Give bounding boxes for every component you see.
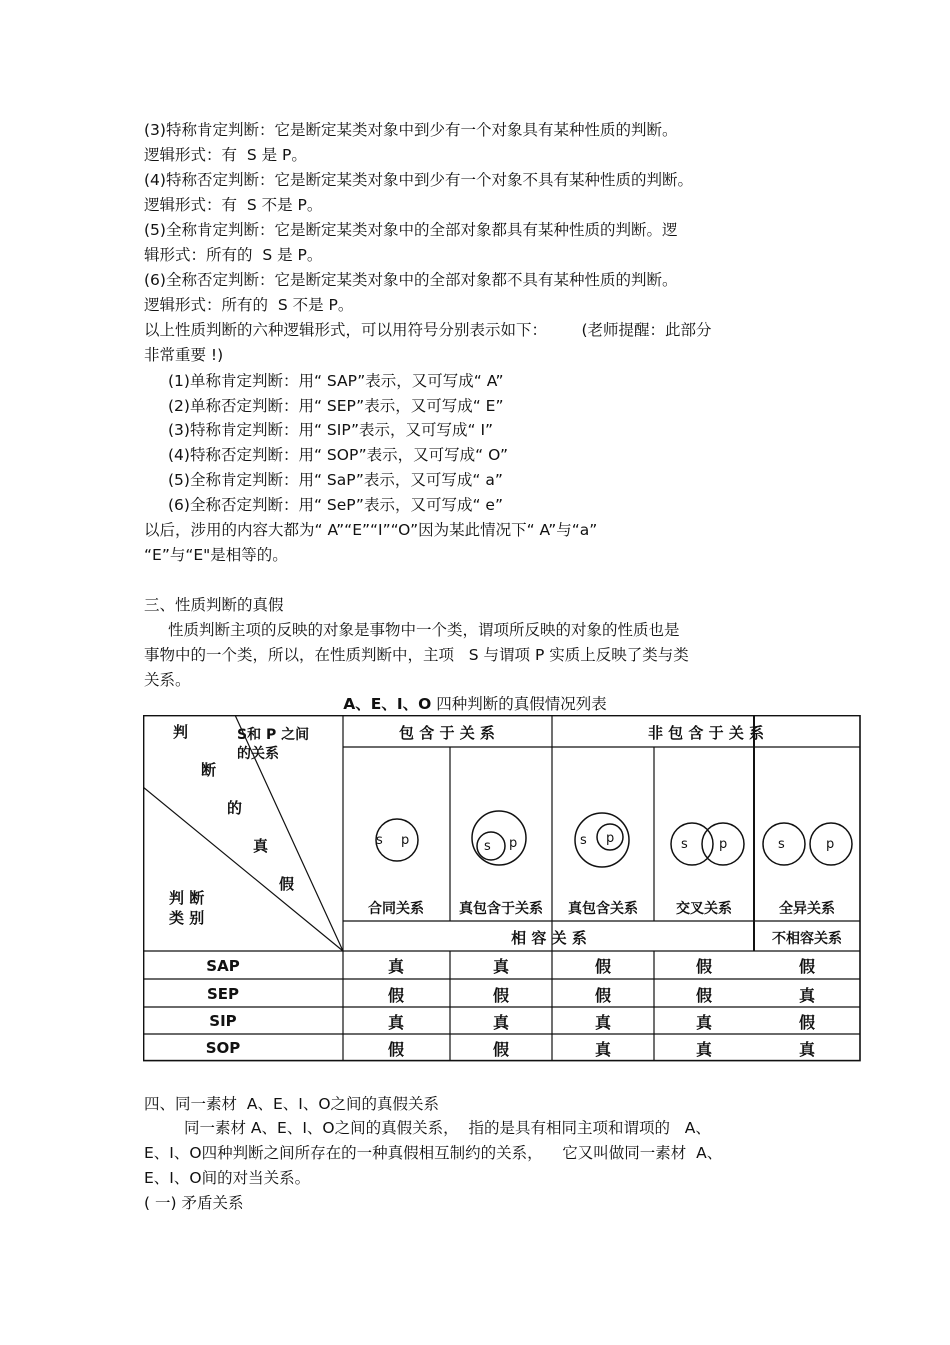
truth-table bbox=[143, 715, 861, 1063]
text-line: (4)特称否定判断：它是断定某类对象中到少有一个对象不具有某种性质的判断。 bbox=[144, 171, 693, 189]
circle-label-s: s bbox=[580, 833, 587, 848]
table-cell: 真 bbox=[695, 1013, 713, 1032]
table-cell: 假 bbox=[695, 957, 713, 976]
text-line: 以后，涉用的内容大都为“ A”“E”“I”“O”因为某此情况下“ A”与“a” bbox=[144, 521, 598, 539]
corner-diag-char: 的 bbox=[227, 799, 243, 817]
paragraph-line: 事物中的一个类，所以，在性质判断中，主项 S 与谓项 P 实质上反映了类与类 bbox=[144, 646, 689, 664]
section-heading: 四、同一素材 A、E、I、O之间的真假关系 bbox=[144, 1095, 440, 1113]
caption-text: 四种判断的真假情况列表 bbox=[431, 695, 607, 713]
corner-diag-char: 假 bbox=[279, 875, 295, 893]
text-line: “E”与“E"是相等的。 bbox=[144, 546, 288, 564]
corner-bottom-label: 类 别 bbox=[169, 909, 205, 927]
text-line: 以上性质判断的六种逻辑形式，可以用符号分别表示如下： (老师提醒：此部分 bbox=[144, 321, 712, 339]
section-heading: 三、性质判断的真假 bbox=[144, 596, 284, 614]
symbol-line: (6)全称否定判断：用“ SeP”表示，又可写成“ e” bbox=[168, 496, 503, 514]
relation-label: 真包含于关系 bbox=[459, 901, 543, 917]
row-label: SIP bbox=[209, 1012, 237, 1030]
group-header-inclusion: 包 含 于 关 系 bbox=[399, 724, 495, 742]
symbol-line: (5)全称肯定判断：用“ SaP”表示，又可写成“ a” bbox=[168, 471, 503, 489]
corner-diag-char: 断 bbox=[201, 761, 217, 779]
circle-label-p: p bbox=[401, 833, 410, 848]
table-cell: 真 bbox=[594, 1040, 612, 1059]
text-line: (6)全称否定判断：它是断定某类对象中的全部对象都不具有某种性质的判断。 bbox=[144, 271, 678, 289]
row-label: SAP bbox=[206, 957, 240, 975]
table-cell: 真 bbox=[695, 1040, 713, 1059]
symbol-line: (2)单称否定判断：用“ SEP”表示，又可写成“ E” bbox=[168, 397, 504, 415]
circle-label-p: p bbox=[719, 837, 728, 852]
text-line: 辑形式：所有的 S 是 P。 bbox=[144, 246, 323, 264]
circle-label-p: p bbox=[606, 831, 615, 846]
table-cell: 真 bbox=[387, 1013, 405, 1032]
row-label: SEP bbox=[206, 985, 240, 1003]
text-line: 非常重要 !) bbox=[144, 346, 224, 364]
symbol-line: (4)特称否定判断：用“ SOP”表示，又可写成“ O” bbox=[168, 446, 509, 464]
table-caption bbox=[0, 694, 950, 714]
corner-bottom-label: 判 断 bbox=[169, 889, 205, 907]
table-cell: 假 bbox=[492, 986, 510, 1005]
table-cell: 假 bbox=[798, 957, 816, 976]
relation-label: 真包含关系 bbox=[568, 901, 638, 917]
relation-label: 全异关系 bbox=[779, 901, 835, 917]
row-label: SOP bbox=[205, 1039, 241, 1057]
table-cell: 假 bbox=[387, 986, 405, 1005]
table-cell: 真 bbox=[387, 957, 405, 976]
text-line: (3)特称肯定判断：它是断定某类对象中到少有一个对象具有某种性质的判断。 bbox=[144, 121, 678, 139]
subheading: ( 一) 矛盾关系 bbox=[144, 1194, 244, 1212]
euler-circle bbox=[477, 832, 505, 860]
table-cell: 真 bbox=[798, 1040, 816, 1059]
symbol-line: (3)特称肯定判断：用“ SIP”表示，又可写成“ I” bbox=[168, 421, 494, 439]
relation-label: 交叉关系 bbox=[676, 901, 732, 917]
compatible-label: 相 容 关 系 bbox=[511, 929, 587, 947]
circle-label-s: s bbox=[681, 837, 688, 852]
table-cell: 真 bbox=[798, 986, 816, 1005]
table-cell: 假 bbox=[594, 957, 612, 976]
caption-bold: A、E、I、O bbox=[343, 695, 432, 713]
corner-diag-char: 真 bbox=[253, 837, 269, 855]
table-cell: 假 bbox=[492, 1040, 510, 1059]
table-cell: 真 bbox=[594, 1013, 612, 1032]
euler-circle bbox=[671, 823, 713, 865]
group-header-noninclusion: 非 包 含 于 关 系 bbox=[647, 724, 765, 742]
table-cell: 真 bbox=[492, 957, 510, 976]
symbol-line: (1)单称肯定判断：用“ SAP”表示，又可写成“ A” bbox=[168, 372, 504, 390]
text-line: 逻辑形式：有 S 是 P。 bbox=[144, 146, 307, 164]
paragraph-line: E、I、O间的对当关系。 bbox=[144, 1169, 311, 1187]
circle-label-s: s bbox=[484, 839, 491, 854]
table-cell: 假 bbox=[594, 986, 612, 1005]
corner-top-label: S和 P 之间 bbox=[237, 727, 310, 743]
paragraph-line: 同一素材 A、E、I、O之间的真假关系， 指的是具有相同主项和谓项的 A、 bbox=[184, 1119, 711, 1137]
text-line: 逻辑形式：所有的 S 不是 P。 bbox=[144, 296, 354, 314]
corner-top-label: 的关系 bbox=[237, 746, 279, 762]
circle-label-s: s bbox=[376, 833, 383, 848]
text-line: 逻辑形式：有 S 不是 P。 bbox=[144, 196, 323, 214]
table-cell: 假 bbox=[387, 1040, 405, 1059]
corner-diag-char: 判 bbox=[173, 723, 189, 741]
relation-label: 合同关系 bbox=[368, 901, 424, 917]
circle-label-p: p bbox=[826, 837, 835, 852]
paragraph-line: E、I、O四种判断之间所存在的一种真假相互制约的关系， 它又叫做同一素材 A、 bbox=[144, 1144, 723, 1162]
text-line: (5)全称肯定判断：它是断定某类对象中的全部对象都具有某种性质的判断。逻 bbox=[144, 221, 678, 239]
table-cell: 假 bbox=[798, 1013, 816, 1032]
table-cell: 真 bbox=[492, 1013, 510, 1032]
paragraph-line: 性质判断主项的反映的对象是事物中一个类，谓项所反映的对象的性质也是 bbox=[168, 621, 680, 639]
paragraph-line: 关系。 bbox=[144, 671, 191, 689]
incompatible-label: 不相容关系 bbox=[772, 931, 842, 947]
table-cell: 假 bbox=[695, 986, 713, 1005]
circle-label-p: p bbox=[509, 836, 518, 851]
circle-label-s: s bbox=[778, 837, 785, 852]
